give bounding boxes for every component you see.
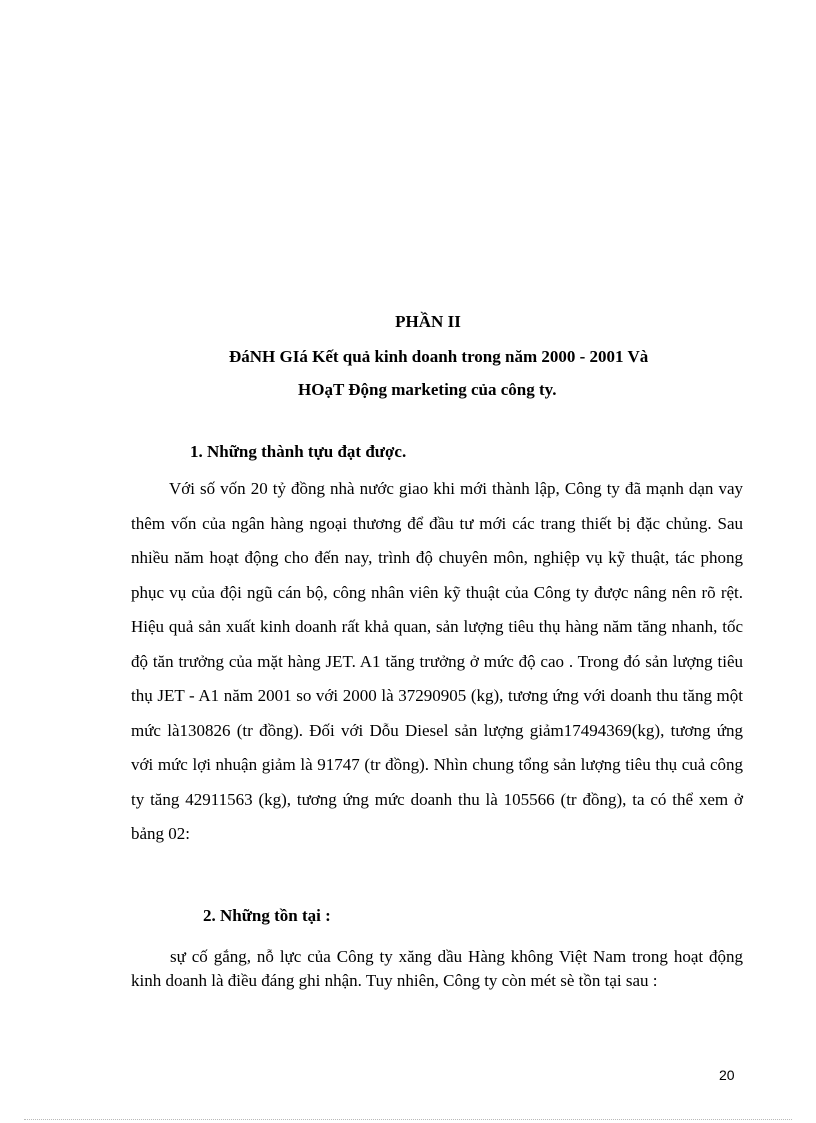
section-1-title-text: 1. Những thành tựu đạt được. <box>190 442 407 461</box>
page-number: 20 <box>719 1067 735 1083</box>
chapter-heading-line-1: ĐáNH GIá Kết quả kinh doanh trong năm 2000 - 2001 Và <box>229 347 649 366</box>
section-2-title <box>203 905 331 927</box>
section-2-title-suffix: : <box>320 906 331 925</box>
section-2-title-text: 2. Những tồn tại <box>203 906 321 925</box>
part-title: PHẦN II <box>395 312 461 331</box>
achievements-paragraph: Với số vốn 20 tỷ đồng nhà nước giao khi mới thành lập, Công ty đã mạnh dạn vay thêm vốn của ngân hàng ngoại thương để đầu tư mới các trang thiết bị đặc chủng. Sau nhiều năm hoạt động cho đến nay, trình độ chuyên môn, nghiệp vụ kỹ thuật, tác phong phục vụ của đội ngũ cán bộ, công nhân viên kỹ thuật của Công ty được nâng nên rõ rệt. Hiệu quả sản xuất kinh doanh rất khả quan, sản lượng tiêu thụ hàng năm tăng nhanh, tốc độ tăn trưởng của mặt hàng JET. A1 tăng trưởng ở mức độ cao . Trong đó sản lượng tiêu thụ JET - A1 năm 2001 so với 2000 là 37290905 (kg), tương ứng với doanh thu tăng một mức là130826 (tr đồng). Đối với Dỗu Diesel sản lượng giảm17494369(kg), tương ứng với mức lợi nhuận giảm là 91747 (tr đồng). Nhìn chung tổng sản lượng tiêu thụ cuả công ty tăng 42911563 (kg), tương ứng mức doanh thu là 105566 (tr đồng), ta có thể xem ở bảng 02: <box>131 479 743 843</box>
page-bottom-divider <box>24 1119 792 1120</box>
chapter-heading-line-2: HOạT Động marketing của công ty. <box>298 380 557 399</box>
section-1-title <box>190 441 406 463</box>
shortcomings-paragraph: sự cố gắng, nỗ lực của Công ty xăng dầu Hàng không Việt Nam trong hoạt động kinh doanh là điều đáng ghi nhận. Tuy nhiên, Công ty còn mét sè tồn tại sau : <box>131 947 743 990</box>
